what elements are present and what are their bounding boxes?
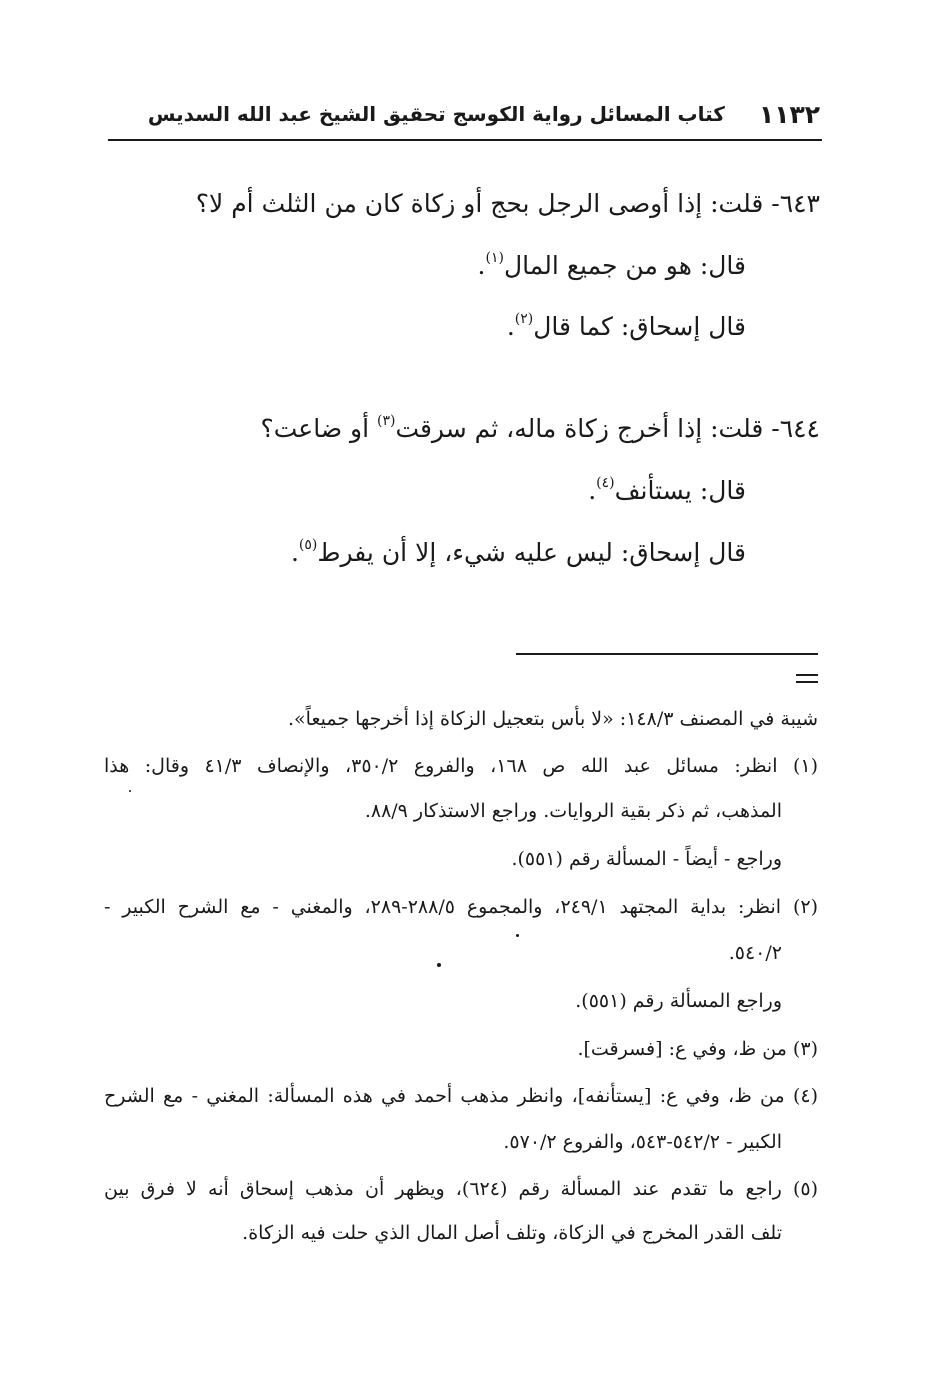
footnote-1-line-3: وراجع - أيضاً - المسألة رقم (٥٥١). xyxy=(511,848,782,870)
ishaq-644-text: قال إسحاق: ليس عليه شيء، إلا أن يفرط xyxy=(317,538,746,567)
footnote-ref-1[interactable]: (١) xyxy=(485,250,504,266)
question-643 xyxy=(196,184,820,224)
footnote-ref-2[interactable]: (٢) xyxy=(514,311,534,327)
page-number: ١١٣٢ xyxy=(758,99,820,129)
answer-644: قال: يستأنف$^{(٤)}$. xyxy=(588,475,746,505)
footnote-4-line-1: (٤) من ظ، وفي ع: [يستأنفه]، وانظر مذهب أحمد في هذه المسألة: المغني - مع الشرح xyxy=(104,1085,818,1107)
header-rule xyxy=(108,139,822,141)
question-644 xyxy=(260,409,820,449)
footnote-4-line-2: الكبير - ٥٤٢/٢-٥٤٣، والفروع ٥٧٠/٢. xyxy=(503,1131,782,1153)
scan-speck xyxy=(516,934,519,937)
footnote-5-line-1: (٥) راجع ما تقدم عند المسألة رقم (٦٢٤)، ويظهر أن مذهب إسحاق أنه لا فرق بين xyxy=(104,1178,818,1200)
answer-643-text: قال: هو من جميع المال xyxy=(503,251,746,280)
answer-644-text: قال: يستأنف xyxy=(614,476,746,505)
footnote-ref-3[interactable]: (٣) xyxy=(376,413,396,429)
answer-643: قال: هو من جميع المال$^{(١)}$. xyxy=(477,250,746,280)
running-title: كتاب المسائل رواية الكوسج تحقيق الشيخ عبد الله السديس xyxy=(147,102,725,126)
ishaq-643: قال إسحاق: كما قال$^{(٢)}$. xyxy=(506,311,746,341)
continuation-mark xyxy=(796,674,818,688)
scan-speck xyxy=(437,963,441,967)
footnote-3-line-1: (٣) من ظ، وفي ع: [فسرقت]. xyxy=(577,1038,818,1060)
footnote-1-line-2: المذهب، ثم ذكر بقية الروايات. وراجع الاستذكار ٨٨/٩. xyxy=(364,800,782,822)
question-644-text-b: أو ضاعت؟ xyxy=(260,414,377,443)
footnote-2-line-2: ٥٤٠/٢. xyxy=(728,942,782,964)
footnote-5-line-2: تلف القدر المخرج في الزكاة، وتلف أصل المال الذي حلت فيه الزكاة. xyxy=(242,1222,782,1244)
footnote-1-line-1: (١) انظر: مسائل عبد الله ص ١٦٨، والفروع ٣٥٠/٢، والإنصاف ٤١/٣ وقال: هذا xyxy=(104,755,818,777)
ishaq-644: قال إسحاق: ليس عليه شيء، إلا أن يفرط$^{(٥)}$. xyxy=(290,537,746,567)
footnote-ref-5[interactable]: (٥) xyxy=(298,537,318,553)
question-644-text-a: ٦٤٤- قلت: إذا أخرج زكاة ماله، ثم سرقت xyxy=(395,414,820,443)
scan-speck xyxy=(129,790,131,792)
running-header xyxy=(108,92,820,136)
footnote-2-line-3: وراجع المسألة رقم (٥٥١). xyxy=(575,990,782,1012)
footnote-separator xyxy=(516,653,818,655)
footnote-2-line-1: (٢) انظر: بداية المجتهد ٢٤٩/١، والمجموع ٢٨٨/٥-٢٨٩، والمغني - مع الشرح الكبير - xyxy=(104,896,818,918)
footnote-continuation: شيبة في المصنف ١٤٨/٣: «لا بأس بتعجيل الزكاة إذا أخرجها جميعاً». xyxy=(287,708,818,730)
footnote-ref-4[interactable]: (٤) xyxy=(596,475,615,491)
question-643-text: ٦٤٣- قلت: إذا أوصى الرجل بحج أو زكاة كان من الثلث أم لا؟ xyxy=(195,189,820,218)
ishaq-643-text: قال إسحاق: كما قال xyxy=(533,312,746,341)
